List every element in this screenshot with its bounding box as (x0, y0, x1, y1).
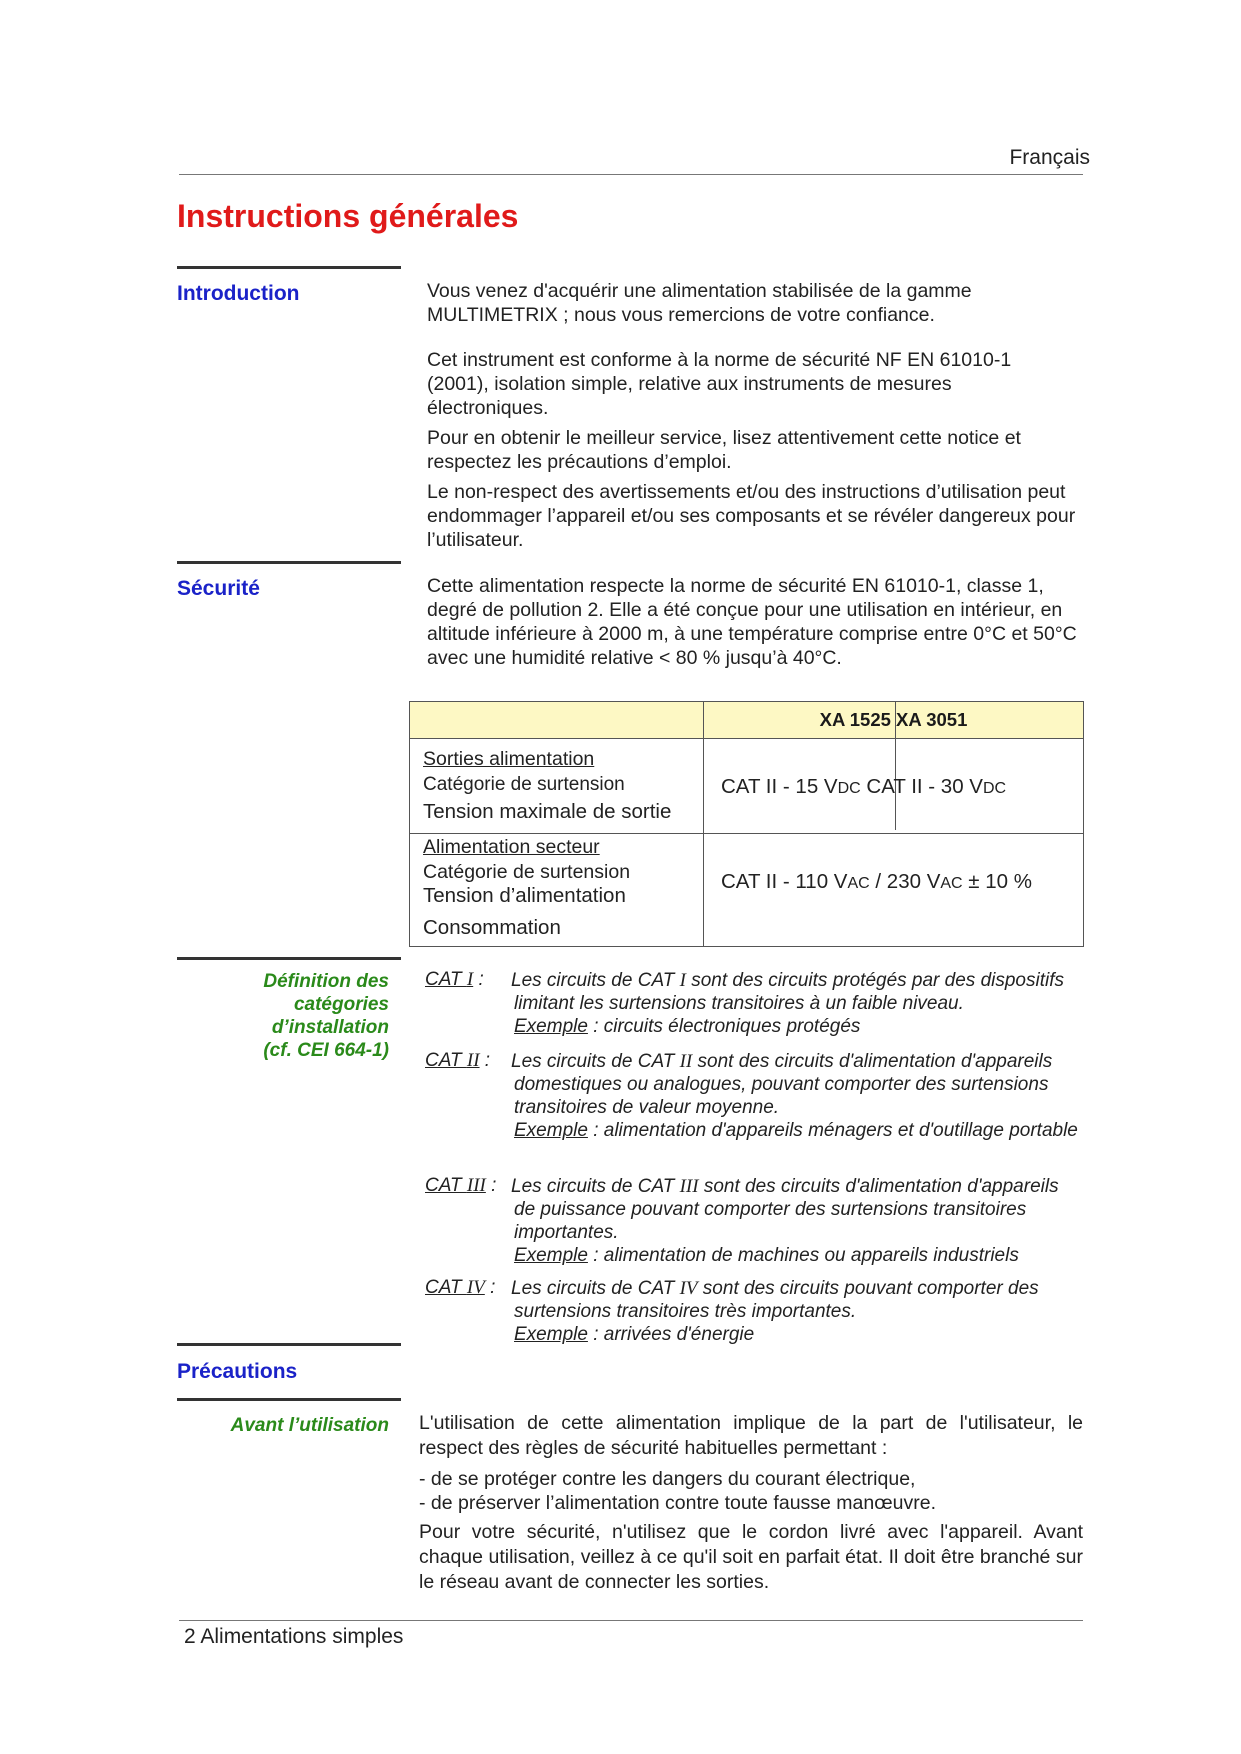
cat-3-text-body: sont des circuits d'alimentation d'appareils de puissance pouvant comporter des surtensions transitoires importantes. (514, 1176, 1059, 1243)
cat-4-text-numeral: IV (679, 1278, 698, 1299)
cat-3-key (425, 1175, 496, 1197)
cat-3-key-prefix: CAT (425, 1175, 467, 1196)
cat-1-key-colon: : (473, 969, 484, 990)
cat-1-key-prefix: CAT (425, 969, 467, 990)
table-header-models: XA 1525 XA 3051 (704, 702, 1083, 739)
cat-1-text-prefix: Les circuits de CAT (511, 970, 680, 991)
cat-1-text-body: sont des circuits protégés par des dispositifs limitant les surtensions transitoires à un faible niveau. (514, 970, 1064, 1014)
cat-4-key-numeral: IV (466, 1277, 485, 1298)
cat-3-text-prefix: Les circuits de CAT (511, 1176, 680, 1197)
cat-2-key-prefix: CAT (425, 1050, 467, 1071)
cat-4-key-colon: : (484, 1277, 496, 1298)
precautions-paragraph-2: Pour votre sécurité, n'utilisez que le cordon livré avec l'appareil. Avant chaque utilisation, veillez à ce qu'il soit en parfait état. Il doit être branché sur le réseau avant de connecter les sorties. (419, 1521, 1083, 1593)
cat-4-text-body: sont des circuits pouvant comporter des surtensions transitoires très importantes. (514, 1278, 1039, 1322)
cat-1-text-numeral: I (679, 970, 686, 991)
outputs-values (721, 775, 1006, 799)
mains-values (721, 870, 1032, 894)
securite-label: Sécurité (177, 577, 260, 600)
precautions-label: Précautions (177, 1360, 298, 1383)
footer-page-label: 2 Alimentations simples (184, 1625, 404, 1648)
cat-2-text-body: sont des circuits d'alimentation d'appareils domestiques ou analogues, pouvant comporter des surtensions transitoires de valeur moyenne. (514, 1051, 1053, 1118)
precautions-bullet-2: - de préserver l’alimentation contre toute fausse manœuvre. (419, 1492, 936, 1514)
cat-2-description (511, 1050, 1084, 1142)
mains-category-label: Catégorie de surtension (423, 861, 631, 883)
outputs-value-xa3051: CAT II - 30 V (860, 775, 983, 798)
cat-1-key-numeral: I (466, 969, 474, 990)
mains-unit-110: AC (847, 875, 870, 892)
cat-1-example-text: : circuits électroniques protégés (587, 1016, 861, 1037)
mains-consumption-label: Consommation (423, 916, 561, 939)
cat-1-key (425, 969, 484, 991)
cat-4-text-prefix: Les circuits de CAT (511, 1278, 680, 1299)
header-divider (179, 174, 1083, 175)
avant-utilisation-rule (177, 1398, 401, 1401)
outputs-category-label: Catégorie de surtension (423, 774, 625, 795)
precautions-paragraph-1: L'utilisation de cette alimentation implique de la part de l'utilisateur, le respect des règles de sécurité habituelles permettant : (419, 1412, 1083, 1459)
outputs-unit-xa1525: DC (837, 780, 861, 797)
avant-utilisation-label: Avant l’utilisation (230, 1415, 389, 1436)
cat-2-key (425, 1050, 490, 1072)
cat-4-key-prefix: CAT (425, 1277, 467, 1298)
cat-4-description (511, 1277, 1084, 1346)
page-title: Instructions générales (177, 198, 519, 234)
mains-unit-230: AC (940, 875, 963, 892)
cat-3-example-label: Exemple (514, 1245, 588, 1266)
table-row-outputs (410, 739, 1083, 834)
cat-2-example-text: : alimentation d'appareils ménagers et d'outillage portable (587, 1120, 1078, 1141)
precautions-bullet-1: - de se protéger contre les dangers du courant électrique, (419, 1468, 916, 1490)
mains-title: Alimentation secteur (423, 836, 600, 858)
cat-2-key-colon: : (479, 1050, 491, 1071)
cat-3-text-numeral: III (679, 1176, 699, 1197)
table-row-outputs-labels (410, 739, 704, 833)
outputs-title: Sorties alimentation (423, 748, 595, 770)
introduction-paragraph-1: Vous venez d'acquérir une alimentation stabilisée de la gamme MULTIMETRIX ; nous vous remercions de votre confiance. (427, 280, 972, 326)
cat-2-text-prefix: Les circuits de CAT (511, 1051, 680, 1072)
mains-voltage-label: Tension d’alimentation (423, 884, 626, 907)
outputs-value-xa1525: CAT II - 15 V (721, 775, 838, 798)
mains-value-110: CAT II - 110 V (721, 870, 848, 893)
footer-divider (179, 1620, 1083, 1621)
categories-label (263, 970, 389, 1062)
header-language: Français (1009, 146, 1090, 169)
cat-4-example-text: : arrivées d'énergie (587, 1324, 755, 1345)
specifications-table (409, 701, 1084, 947)
categories-label-line-1: Définition des (263, 971, 389, 992)
securite-paragraph: Cette alimentation respecte la norme de sécurité EN 61010-1, classe 1, degré de pollution 2. Elle a été conçue pour une utilisation en intérieur, en altitude inférieure à 2000 m, à une température comprise entre 0°C et 50°C avec une humidité relative < 80 % jusqu’à 40°C. (427, 575, 1077, 669)
categories-label-line-2: catégories (293, 994, 389, 1015)
mains-value-230: / 230 V (869, 870, 941, 893)
table-row-mains (410, 834, 1083, 946)
cat-4-example-label: Exemple (514, 1324, 588, 1345)
introduction-label: Introduction (177, 282, 300, 305)
introduction-paragraph-2: Cet instrument est conforme à la norme de sécurité NF EN 61010-1 (2001), isolation simple, relative aux instruments de mesures électroniques. (427, 349, 1012, 419)
cat-4-key (425, 1277, 495, 1299)
cat-2-text-numeral: II (679, 1051, 693, 1072)
cat-3-key-colon: : (485, 1175, 497, 1196)
cat-2-example-label: Exemple (514, 1120, 588, 1141)
introduction-rule (177, 266, 401, 269)
introduction-paragraph-4: Le non-respect des avertissements et/ou des instructions d’utilisation peut endommager l’appareil et/ou ses composants et se révéler dangereux pour l’utilisateur. (427, 481, 1076, 551)
table-header-empty-cell (410, 702, 704, 739)
introduction-paragraph-3: Pour en obtenir le meilleur service, lisez attentivement cette notice et respectez les précautions d’emploi. (427, 427, 1021, 473)
cat-3-description (511, 1175, 1084, 1267)
categories-label-line-4: (cf. CEI 664-1) (263, 1040, 389, 1061)
cat-3-example-text: : alimentation de machines ou appareils industriels (587, 1245, 1019, 1266)
outputs-max-voltage-label: Tension maximale de sortie (423, 800, 672, 823)
cat-2-key-numeral: II (466, 1050, 480, 1071)
categories-rule (177, 957, 401, 960)
cat-1-description (511, 969, 1084, 1038)
securite-rule (177, 561, 401, 564)
outputs-unit-xa3051: DC (982, 780, 1007, 797)
mains-tolerance: ± 10 % (962, 870, 1032, 893)
categories-label-line-3: d’installation (271, 1017, 389, 1038)
table-row-mains-labels (410, 834, 704, 946)
cat-1-example-label: Exemple (514, 1016, 588, 1037)
precautions-rule (177, 1343, 401, 1346)
cat-3-key-numeral: III (466, 1175, 486, 1196)
